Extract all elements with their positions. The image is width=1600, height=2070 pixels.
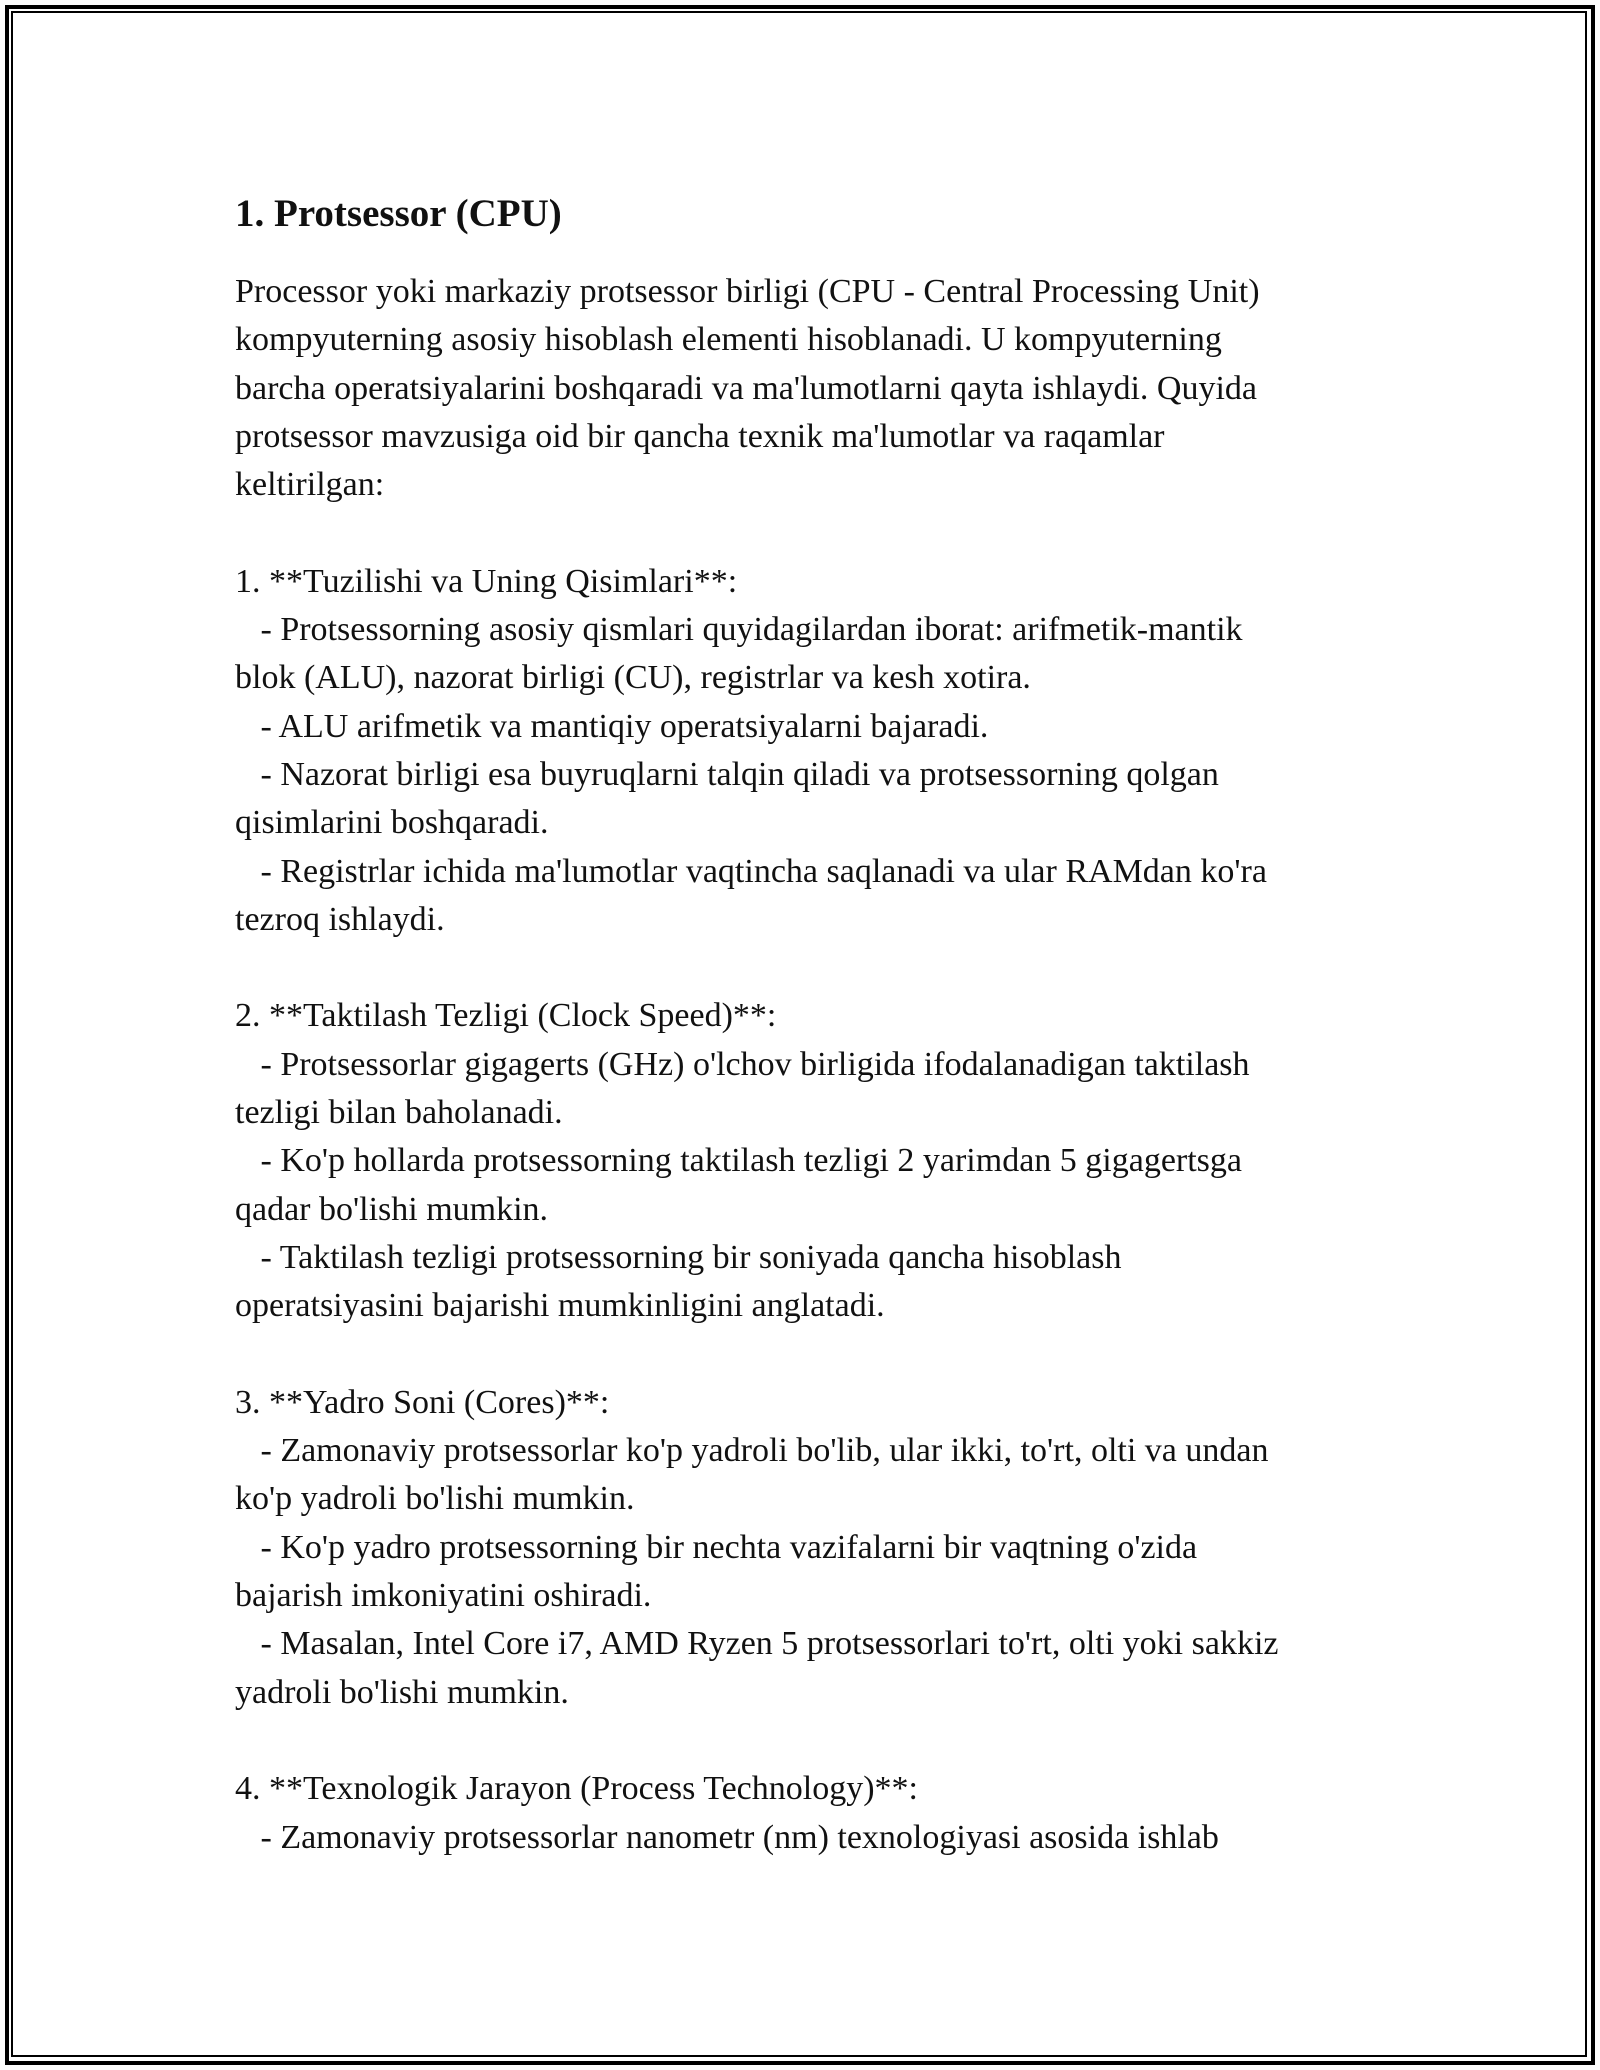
document-heading: 1. Protsessor (CPU) xyxy=(235,192,562,235)
document-body-text: Processor yoki markaziy protsessor birligi (CPU - Central Processing Unit) kompyuterning asosiy hisoblash elementi hisoblanadi. U kompyuterning barcha operatsiyalarini boshqaradi va ma'lumotlarni qayta ishlaydi. Quyida protsessor mavzusiga oid bir qancha texnik ma'lumotlar va raqamlar keltirilgan: 1. **Tuzilishi va Uning Qisimlari**: - Protsessorning asosiy qismlari quyidagilardan iborat: arifmetik-mantik blok (ALU), nazorat birligi (CU), registrlar va kesh xotira. - ALU arifmetik va mantiqiy operatsiyalarni bajaradi. - Nazorat birligi esa buyruqlarni talqin qiladi va protsessorning qolgan qisimlarini boshqaradi. - Registrlar ichida ma'lumotlar vaqtincha saqlanadi va ular RAMdan ko'ra tezroq ishlaydi. 2. **Taktilash Tezligi (Clock Speed)**: - Protsessorlar gigagerts (GHz) o'lchov birligida ifodalanadigan taktilash tezligi bilan baholanadi. - Ko'p hollarda protsessorning taktilash tezligi 2 yarimdan 5 gigagertsga qadar bo'lishi mumkin. - Taktilash tezligi protsessorning bir soniyada qancha hisoblash operatsiyasini bajarishi mumkinligini anglatadi. 3. **Yadro Soni (Cores)**: - Zamonaviy protsessorlar ko'p yadroli bo'lib, ular ikki, to'rt, olti va undan ko'p yadroli bo'lishi mumkin. - Ko'p yadro protsessorning bir nechta vazifalarni bir vaqtning o'zida bajarish imkoniyatini oshiradi. - Masalan, Intel Core i7, AMD Ryzen 5 protsessorlari to'rt, olti yoki sakkiz yadroli bo'lishi mumkin. 4. **Texnologik Jarayon (Process Technology)**: - Zamonaviy protsessorlar nanometr (nm) texnologiyasi asosida ishlab xyxy=(235,273,1279,1856)
document-content xyxy=(235,182,1375,1862)
